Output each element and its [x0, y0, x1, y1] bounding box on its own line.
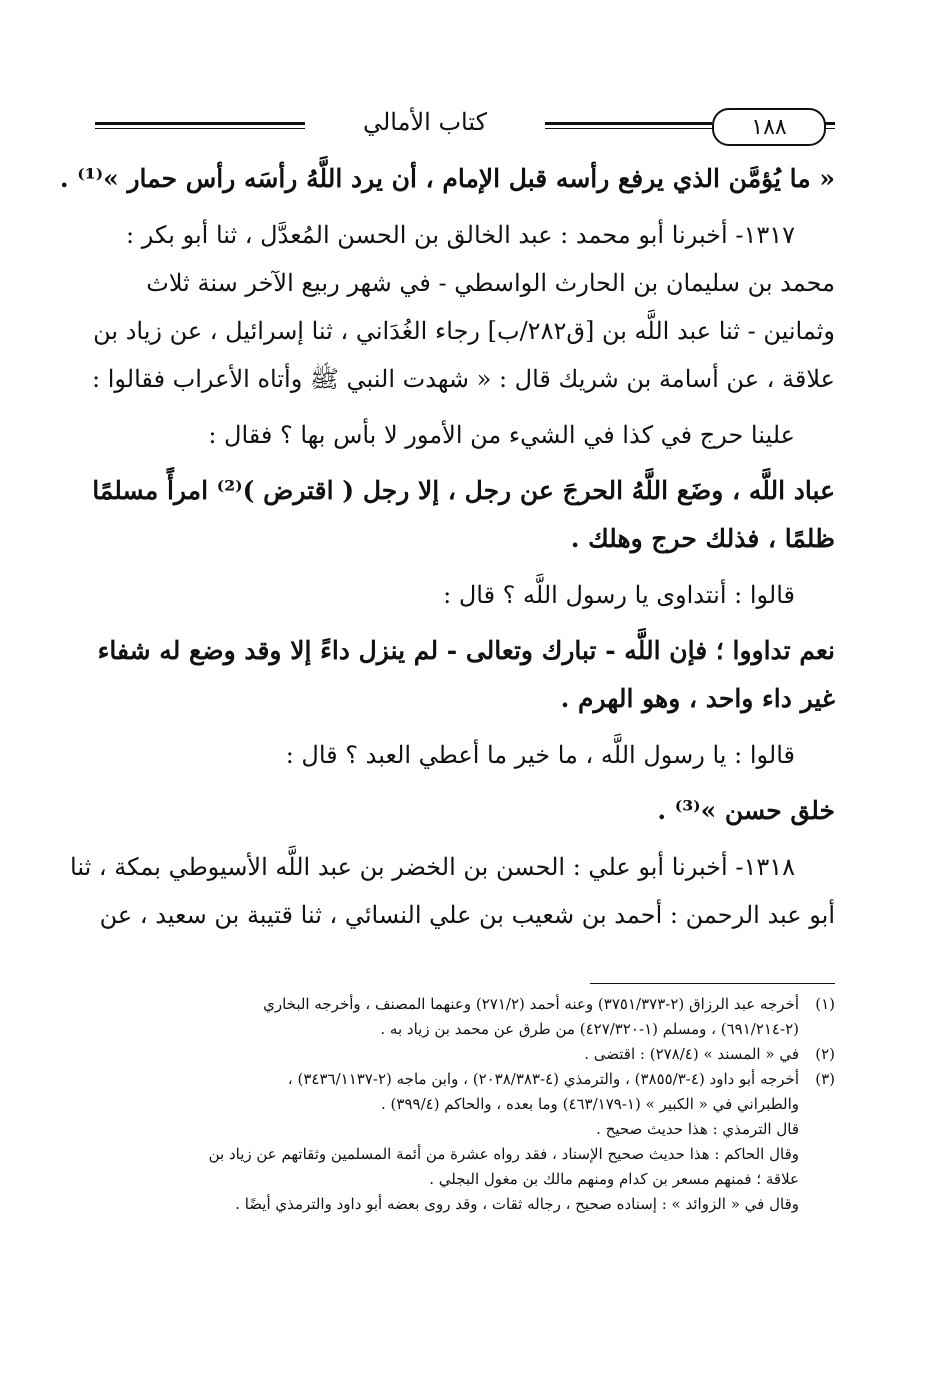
footnote-number: (٢)	[815, 1045, 835, 1063]
running-header	[95, 108, 835, 148]
footnote-text: في « المسند » (٢٧٨/٤) : اقتضى .	[584, 1045, 799, 1063]
text-line: محمد بن سليمان بن الحارث الواسطي - في شهر ربيع الآخر سنة ثلاث	[146, 269, 835, 297]
text-line: وثمانين - ثنا عبد اللَّه بن [ق٢٨٢/ب] رجاء الغُدَاني ، ثنا إسرائيل ، عن زياد بن	[93, 317, 835, 345]
header-rule-middle-thin	[545, 128, 712, 129]
footnote-text: (٢-٦٩١/٢١٤) ، ومسلم (١-٤٢٧/٣٢٠) من طرق عن محمد بن زياد به .	[380, 1020, 799, 1038]
text-line: غير داء واحد ، وهو الهرم .	[560, 684, 835, 713]
text-line: علاقة ، عن أسامة بن شريك قال : « شهدت النبي ﷺ وأتاه الأعراب فقالوا :	[92, 365, 835, 393]
footnote-text: وقال الحاكم : هذا حديث صحيح الإسناد ، فقد رواه عشرة من أئمة المسلمين وثقاتهم عن زياد بن	[208, 1145, 799, 1163]
text-line: قالوا : أنتداوى يا رسول اللَّه ؟ قال :	[443, 581, 795, 609]
footnote-3	[95, 1067, 835, 1092]
text-line: عباد اللَّه ، وضَع اللَّهُ الحرجَ عن رجل ، إلا رجل ( اقترض )⁽²⁾ امرأً مسلمًا	[92, 476, 835, 505]
text-line: خلق حسن »⁽³⁾ .	[657, 796, 835, 825]
header-rule-middle	[545, 122, 712, 125]
footnote-text: قال الترمذي : هذا حديث صحيح .	[596, 1120, 799, 1138]
footnote-text: أخرجه أبو داود (٤-٣٨٥٥/٣) ، والترمذي (٤-٢٠٣٨/٣٨٣) ، وابن ماجه (٢-٣٤٣٦/١١٣٧) ،	[287, 1070, 799, 1088]
footnote-text: وقال في « الزوائد » : إسناده صحيح ، رجاله ثقات ، وقد روى بعضه أبو داود والترمذي أيضًا .	[235, 1195, 799, 1213]
header-rule-left	[95, 122, 305, 125]
text-line: أبو عبد الرحمن : أحمد بن شعيب بن علي النسائي ، ثنا قتيبة بن سعيد ، عن	[99, 901, 835, 929]
text-line: نعم تداووا ؛ فإن اللَّه - تبارك وتعالى - لم ينزل داءً إلا وقد وضع له شفاء	[97, 636, 835, 665]
footnotes	[95, 992, 835, 1217]
text-line: قالوا : يا رسول اللَّه ، ما خير ما أعطي العبد ؟ قال :	[285, 741, 795, 769]
text-line: « ما يُؤمَّن الذي يرفع رأسه قبل الإمام ، أن يرد اللَّهُ رأسَه رأس حمار »⁽¹⁾ .	[59, 164, 835, 193]
footnote-text: أخرجه عبد الرزاق (٢-٣٧٥١/٣٧٣) وعنه أحمد (٢٧١/٢) وعنهما المصنف ، وأخرجه البخاري	[263, 995, 799, 1013]
footnote-separator	[590, 983, 835, 984]
footnote-text: والطبراني في « الكبير » (١-٤٦٣/١٧٩) وما بعده ، والحاكم (٣٩٩/٤) .	[381, 1095, 799, 1113]
main-text	[59, 155, 835, 939]
footnote-number: (١)	[815, 995, 835, 1013]
book-title: كتاب الأمالي	[305, 108, 545, 136]
text-line: علينا حرج في كذا في الشيء من الأمور لا بأس بها ؟ فقال :	[208, 421, 795, 449]
header-rule-left-thin	[95, 128, 305, 129]
text-line: ظلمًا ، فذلك حرج وهلك .	[570, 524, 835, 553]
page-number: ١٨٨	[712, 108, 826, 146]
footnote-text: علاقة ؛ فمنهم مسعر بن كدام ومنهم مالك بن مغول البجلي .	[429, 1170, 799, 1188]
text-line: ١٣١٧- أخبرنا أبو محمد : عبد الخالق بن الحسن المُعدَّل ، ثنا أبو بكر :	[126, 221, 795, 249]
footnote-1	[95, 992, 835, 1017]
footnote-number: (٣)	[815, 1070, 835, 1088]
text-line: ١٣١٨- أخبرنا أبو علي : الحسن بن الخضر بن عبد اللَّه الأسيوطي بمكة ، ثنا	[70, 853, 795, 881]
footnote-2	[95, 1042, 835, 1067]
